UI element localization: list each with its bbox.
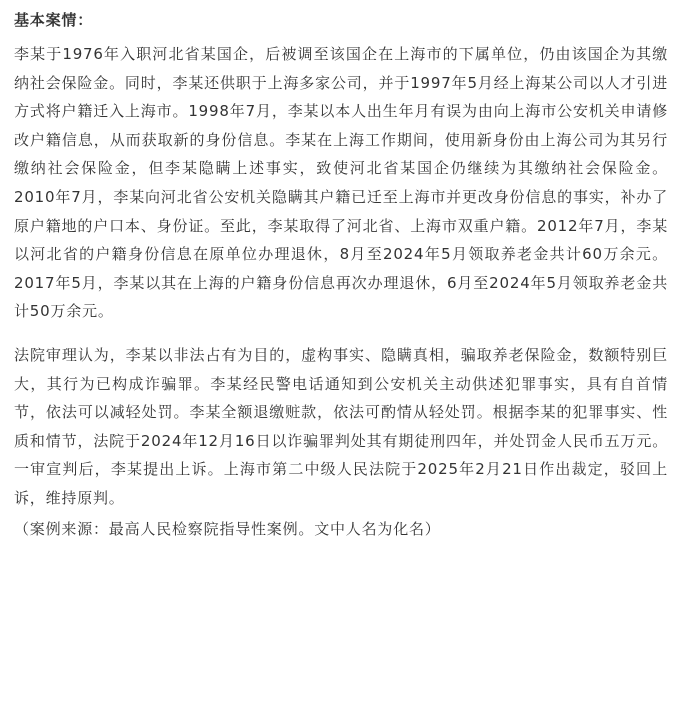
case-source-note: （案例来源：最高人民检察院指导性案例。文中人名为化名） <box>14 519 441 538</box>
article-body <box>14 6 668 543</box>
court-ruling-paragraph: 法院审理认为，李某以非法占有为目的，虚构事实、隐瞒真相，骗取养老保险金，数额特别巨大，其行为已构成诈骗罪。李某经民警电话通知到公安机关主动供述犯罪事实，具有自首情节，依法可以减轻处罚。李某全额退缴赃款，依法可酌情从轻处罚。根据李某的犯罪事实、性质和情节，法院于2024年12月16日以诈骗罪判处其有期徒刑四年，并处罚金人民币五万元。一审宣判后，李某提出上诉。上海市第二中级人民法院于2025年2月21日作出裁定，驳回上诉，维持原判。 <box>14 345 668 507</box>
case-facts-paragraph: 李某于1976年入职河北省某国企，后被调至该国企在上海市的下属单位，仍由该国企为其缴纳社会保险金。同时，李某还供职于上海多家公司，并于1997年5月经上海某公司以人才引进方式将户籍迁入上海市。1998年7月，李某以本人出生年月有误为由向上海市公安机关申请修改户籍信息，从而获取新的身份信息。李某在上海工作期间，使用新身份由上海公司为其另行缴纳社会保险金，但李某隐瞒上述事实，致使河北省某国企仍继续为其缴纳社会保险金。2010年7月，李某向河北省公安机关隐瞒其户籍已迁至上海市并更改身份信息的事实，补办了原户籍地的户口本、身份证。至此，李某取得了河北省、上海市双重户籍。2012年7月，李某以河北省的户籍身份信息在原单位办理退休，8月至2024年5月领取养老金共计60万余元。2017年5月，李某以其在上海的户籍身份信息再次办理退休，6月至2024年5月领取养老金共计50万余元。 <box>14 45 668 321</box>
section-heading: 基本案情： <box>14 11 94 29</box>
